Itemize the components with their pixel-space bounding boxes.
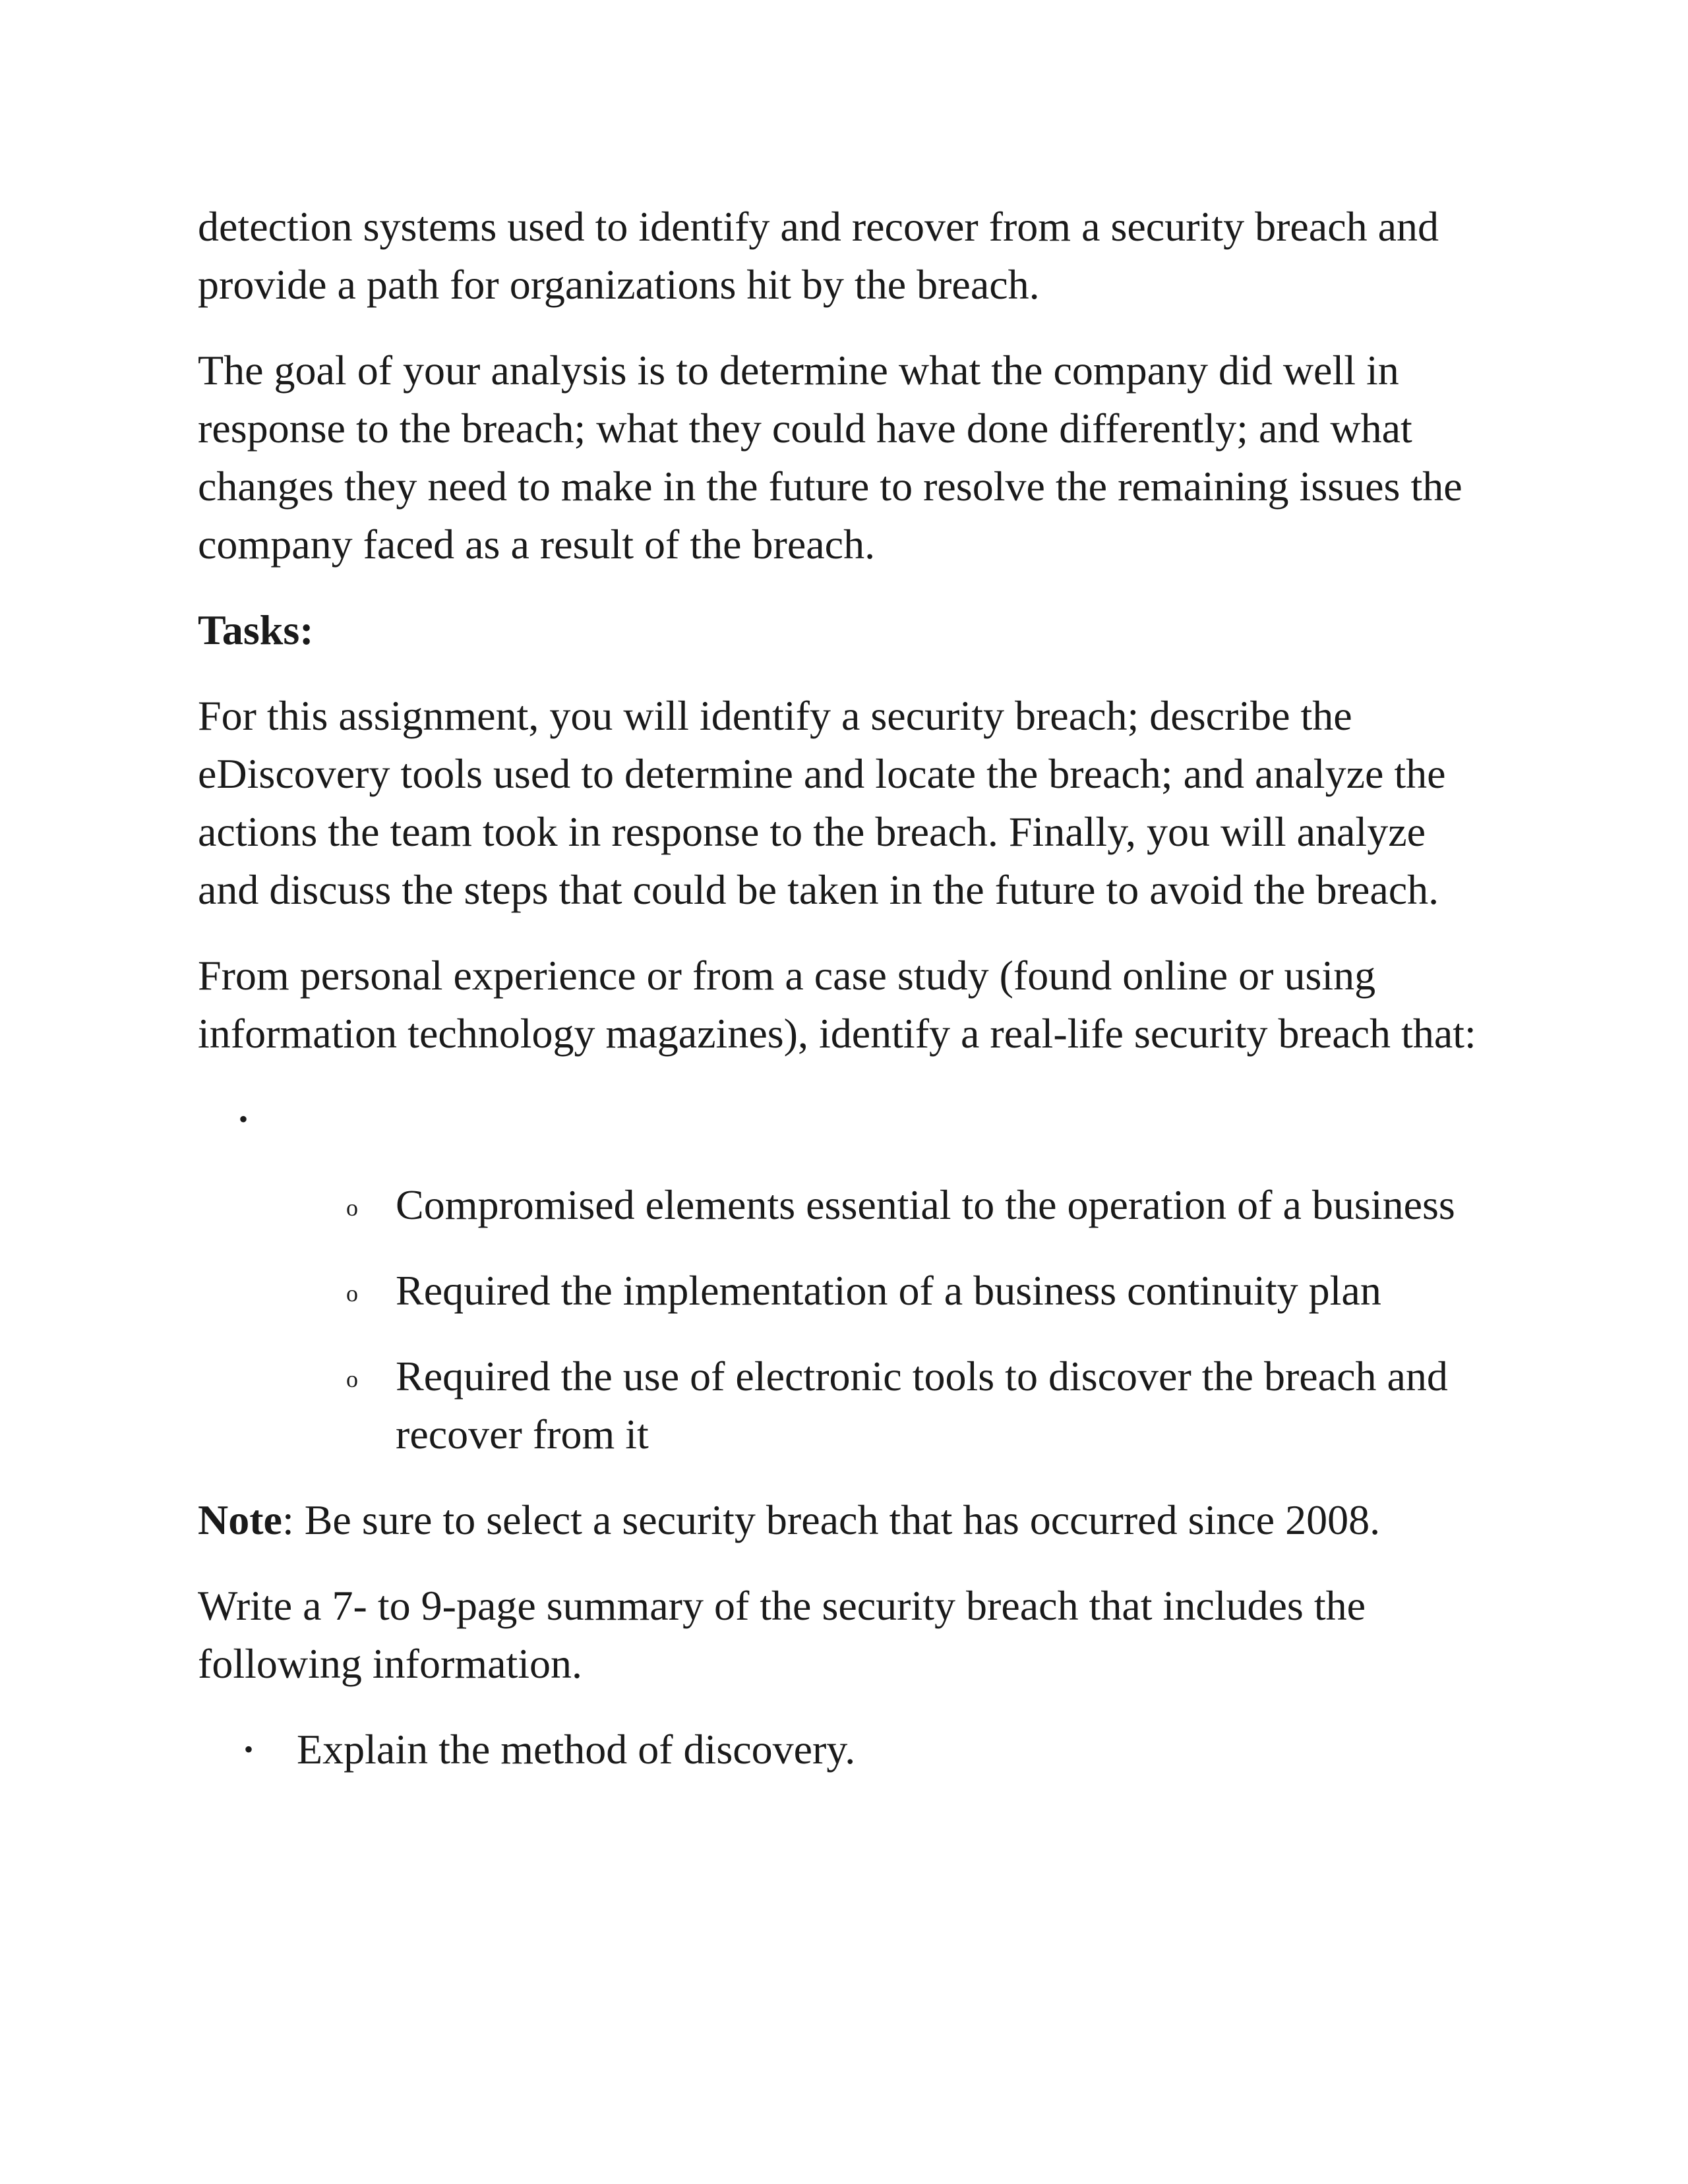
assignment-paragraph: For this assignment, you will identify a security breach; describe the eDiscovery tools used to determine and locate the breach; and analyze the actions the team took in response to the breach. Finally, you will analyze and discuss the steps that could be taken in the future to avoid the breach. <box>198 692 1446 913</box>
goal-paragraph: The goal of your analysis is to determine what the company did well in response to the breach; what they could have done differently; and what changes they need to make in the future to resolve the remaining issues the company faced as a result of the breach. <box>198 347 1462 568</box>
circle-bullet-icon: o <box>346 1195 358 1221</box>
summary-item <box>198 1721 1490 1779</box>
identify-paragraph: From personal experience or from a case study (found online or using information technology magazines), identify a real-life security breach that: <box>198 952 1476 1057</box>
tasks-heading: Tasks: <box>198 606 314 653</box>
criteria-item <box>198 1176 1477 1234</box>
circle-bullet-icon: o <box>346 1280 358 1307</box>
summary-item-text: Explain the method of discovery. <box>297 1726 856 1773</box>
criteria-list <box>198 1176 1490 1463</box>
criteria-item <box>198 1262 1477 1320</box>
note-paragraph <box>198 1491 1490 1549</box>
bullet-icon: • <box>239 1104 249 1134</box>
empty-bullet-item <box>198 1090 1490 1148</box>
criteria-item <box>198 1347 1477 1463</box>
document-page <box>198 198 1490 1806</box>
criteria-text: Compromised elements essential to the operation of a business <box>396 1181 1455 1228</box>
bullet-icon: • <box>244 1734 254 1764</box>
criteria-text: Required the use of electronic tools to discover the breach and recover from it <box>396 1353 1448 1458</box>
note-text: : Be sure to select a security breach that has occurred since 2008. <box>282 1496 1381 1543</box>
criteria-text: Required the implementation of a business continuity plan <box>396 1267 1381 1314</box>
summary-paragraph: Write a 7- to 9-page summary of the security breach that includes the following information. <box>198 1582 1366 1687</box>
summary-list <box>198 1721 1490 1779</box>
circle-bullet-icon: o <box>346 1366 358 1392</box>
intro-paragraph: detection systems used to identify and recover from a security breach and provide a path for organizations hit by the breach. <box>198 203 1439 308</box>
note-label: Note <box>198 1496 282 1543</box>
